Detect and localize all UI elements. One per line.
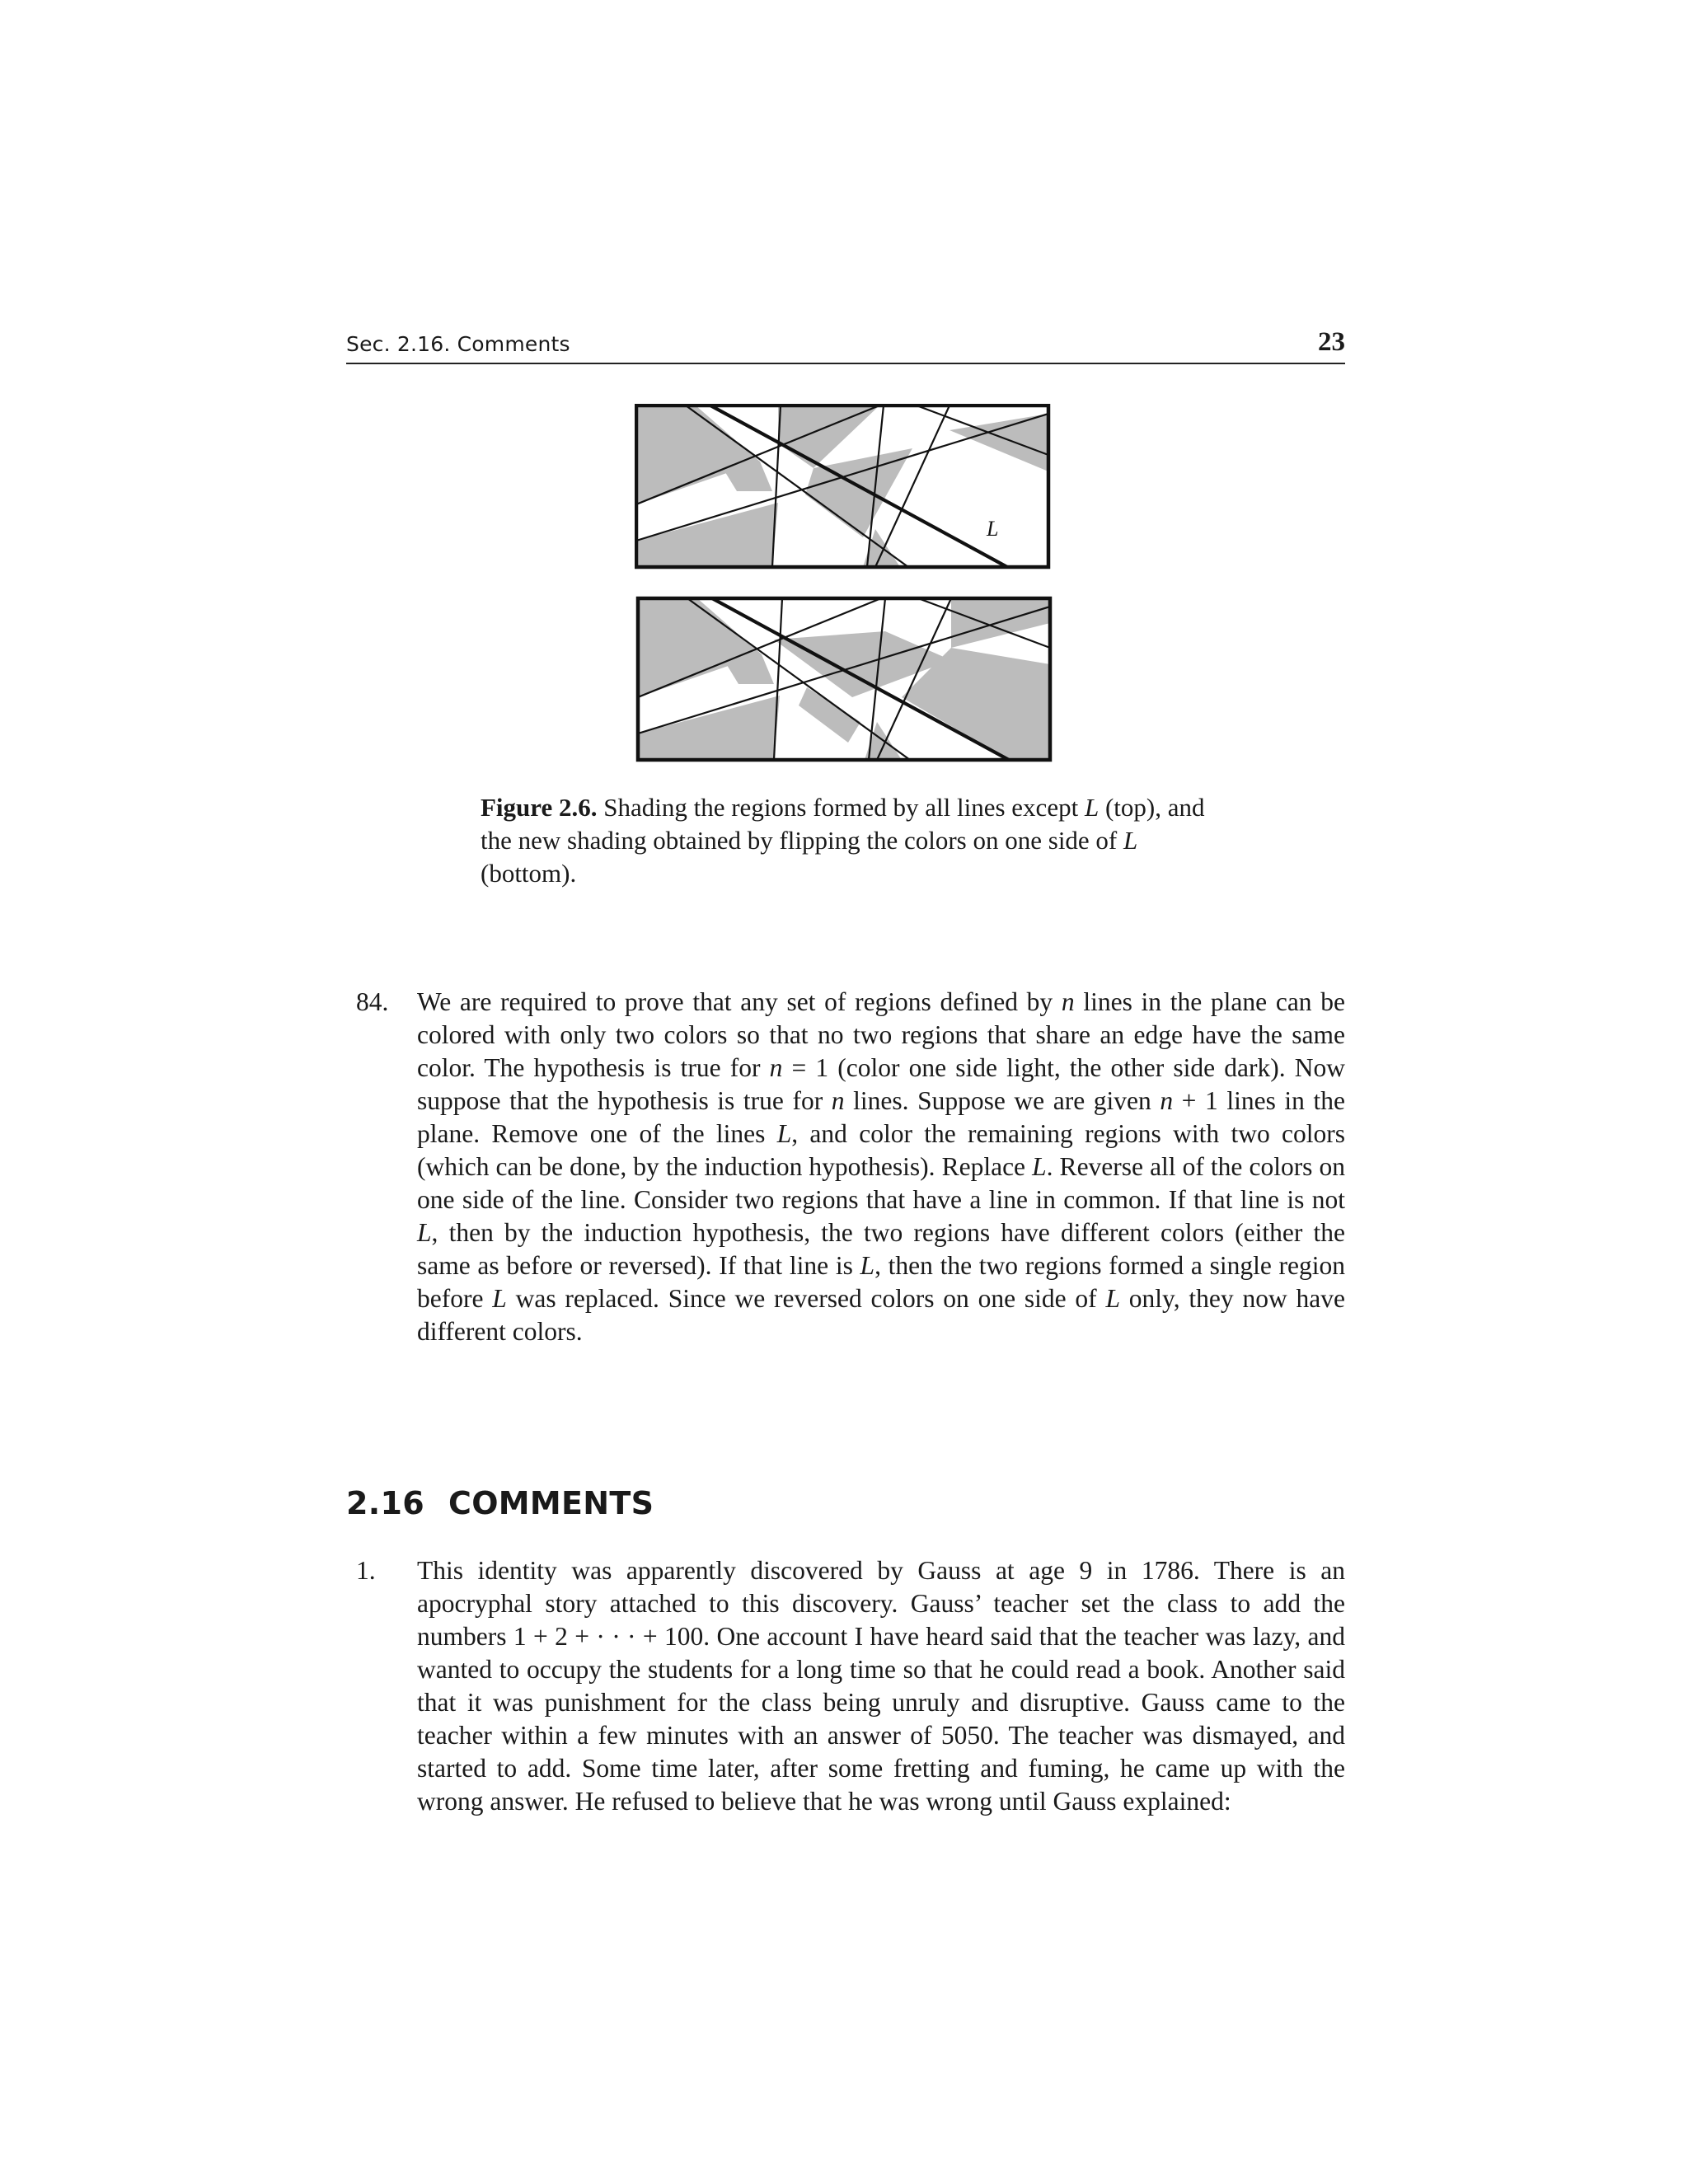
math-var: L — [860, 1251, 875, 1280]
section-title: COMMENTS — [448, 1485, 654, 1521]
text-run: . Reverse all of the colors on one side of the line. Consider two regions that have a line in common. If that line is not — [417, 1152, 1346, 1214]
math-var: n — [769, 1053, 783, 1082]
exercise-number: 84. — [356, 987, 389, 1016]
text-run: , and color the remaining regions with two colors (which can be done, by the induction hypothesis). Replace — [417, 1119, 1346, 1181]
caption-math-L: L — [1123, 826, 1138, 855]
page-number: 23 — [1318, 327, 1345, 357]
math-var: L — [492, 1284, 507, 1313]
exercise-84 — [356, 986, 1345, 1348]
line-arrangement-diagram — [635, 404, 1055, 766]
math-var: n — [831, 1086, 845, 1115]
caption-math-L: L — [1084, 793, 1100, 822]
section-heading — [346, 1485, 654, 1521]
exercise-body — [417, 986, 1345, 1348]
math-var: L — [776, 1119, 792, 1148]
text-run: lines in the plane can be colored with only two colors so that no two regions that share an edge have the same color. The hypothesis is true for — [417, 987, 1345, 1082]
math-var: n — [1061, 987, 1075, 1016]
math-var: n — [1160, 1086, 1174, 1115]
text-run: , then the two regions formed a single region before — [417, 1251, 1345, 1313]
comment-1 — [356, 1554, 1345, 1818]
math-var: L — [1105, 1284, 1120, 1313]
figure-2-6 — [635, 404, 1055, 766]
caption-text: Shading the regions formed by all lines except — [603, 793, 1079, 822]
text-run: = 1 (color one side light, the other side dark). Now suppose that the hypothesis is true for — [417, 1053, 1345, 1115]
text-run: only, they now have different colors. — [417, 1284, 1345, 1346]
figure-label: Figure 2.6. — [481, 793, 598, 822]
text-run: lines. Suppose we are given — [844, 1086, 1160, 1115]
caption-text: (top), and the new shading obtained by flipping the colors on one side of — [481, 793, 1205, 855]
text-run: We are required to prove that any set of regions defined by — [417, 987, 1062, 1016]
top-panel — [636, 405, 1048, 567]
bottom-panel — [638, 598, 1050, 760]
figure-caption — [481, 791, 1206, 890]
comment-number: 1. — [356, 1556, 376, 1585]
line-label-L: L — [987, 517, 999, 541]
text-run: + 1 lines in the plane. Remove one of the lines — [417, 1086, 1345, 1148]
running-head: Sec. 2.16. Comments — [346, 332, 570, 356]
section-number: 2.16 — [346, 1485, 424, 1521]
caption-text: (bottom). — [481, 859, 577, 888]
text-run: , then by the induction hypothesis, the two regions have different colors (either the same as before or reversed). If that line is — [417, 1218, 1345, 1280]
comment-body: This identity was apparently discovered by Gauss at age 9 in 1786. There is an apocryphal story attached to this discovery. Gauss’ teacher set the class to add the numbers 1 + 2 + · · · + 100. One account I have heard said that the teacher was lazy, and wanted to occupy the students for a long time so that he could read a book. Another said that it was punishment for the class being unruly and disruptive. Gauss came to the teacher within a few minutes with an answer of 5050. The teacher was dismayed, and started to add. Some time later, after some fretting and fuming, he came up with the wrong answer. He refused to believe that he was wrong until Gauss explained: — [417, 1556, 1345, 1816]
math-var: L — [417, 1218, 432, 1247]
text-run: was replaced. Since we reversed colors on one side of — [506, 1284, 1106, 1313]
page-header — [346, 323, 1345, 364]
math-var: L — [1032, 1152, 1047, 1181]
